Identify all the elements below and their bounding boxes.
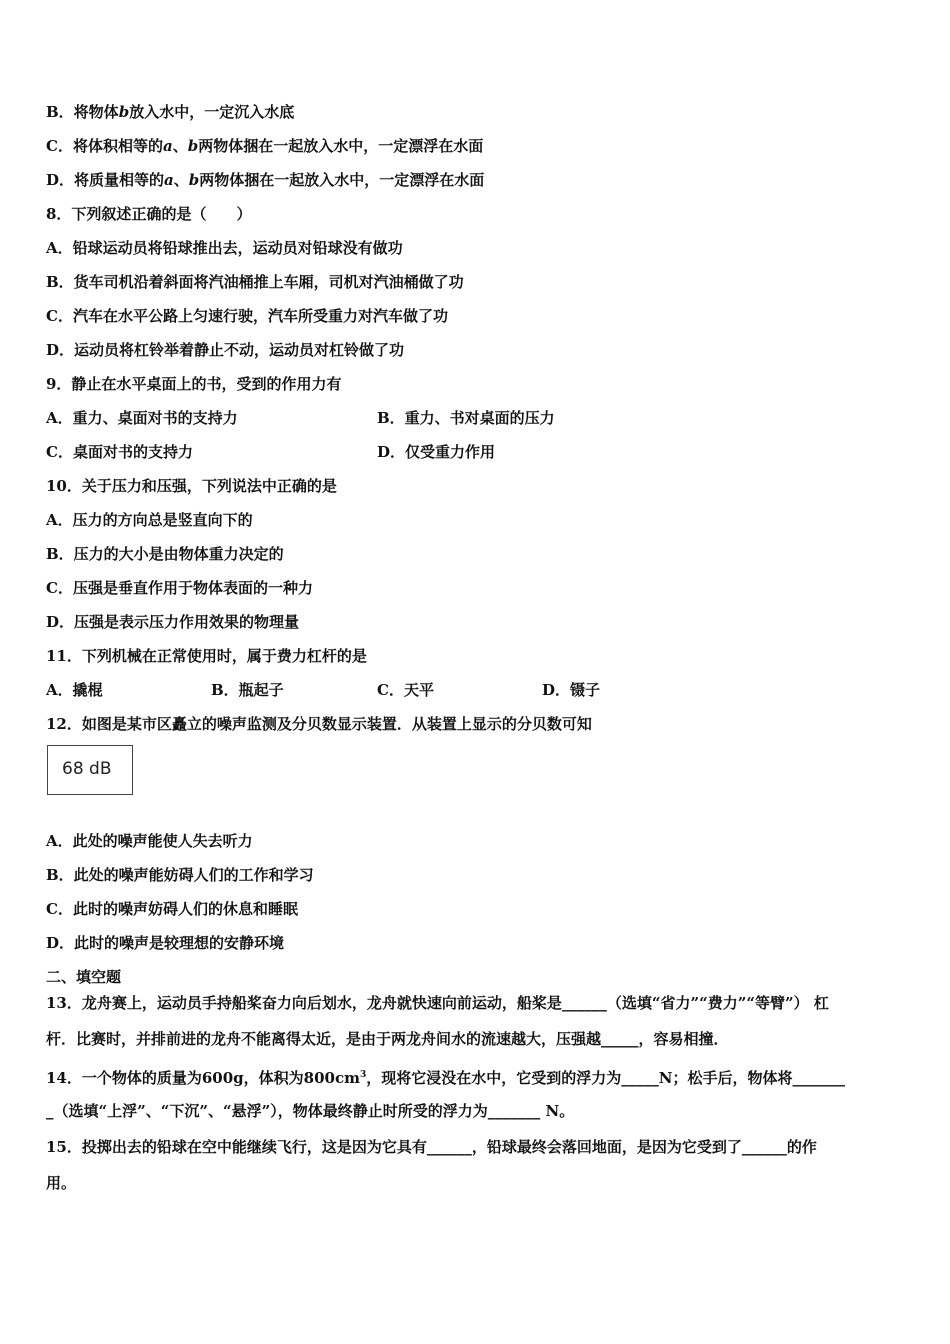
q12-option-b: B．此处的噪声能妨碍人们的工作和学习 [46,866,314,884]
q7-d-var-a: a [164,171,174,189]
q14-superscript: 3 [360,1070,367,1080]
q8-stem: 8．下列叙述正确的是（ ） [46,205,252,223]
q7-option-b [46,102,294,122]
q7-option-d-prefix: D．将质量相等的 [46,171,165,189]
q8-option-c: C．汽车在水平公路上匀速行驶，汽车所受重力对汽车做了功 [46,307,448,325]
q9-option-a: A．重力、桌面对书的支持力 [46,409,238,427]
q11-stem: 11．下列机械在正常使用时，属于费力杠杆的是 [46,647,367,665]
q14-line-1 [46,1065,902,1088]
q15-line-2: 用。 [46,1174,77,1192]
decibel-display [47,745,133,795]
q10-stem: 10．关于压力和压强，下列说法中正确的是 [46,477,337,495]
q7-option-b-text: 放入水中，一定沉入水底 [129,103,295,121]
q7-d-var-b: b [188,171,200,189]
q7-option-d [46,170,484,190]
q7-d-sep: 、 [173,171,189,189]
q13-line-1: 13．龙舟赛上，运动员手持船桨奋力向后划水，龙舟就快速向前运动，船桨是______（选填“省力”“费力”“等臂”） 杠 [46,994,829,1012]
q12-stem: 12．如图是某市区矗立的噪声监测及分贝数显示装置．从装置上显示的分贝数可知 [46,715,592,733]
q7-option-b-prefix: B．将物体 [46,103,119,121]
q15-line-1: 15．投掷出去的铅球在空中能继续飞行，这是因为它具有______，铅球最终会落回地面，是因为它受到了______的作 [46,1138,817,1156]
q11-option-a: A．撬棍 [46,681,103,699]
q8-option-d: D．运动员将杠铃举着静止不动，运动员对杠铃做了功 [46,341,405,359]
q10-option-b: B．压力的大小是由物体重力决定的 [46,545,284,563]
q7-c-sep: 、 [172,137,188,155]
q7-c-var-a: a [162,137,173,155]
q10-option-a: A．压力的方向总是竖直向下的 [46,511,253,529]
q11-option-b: B．瓶起子 [211,681,284,699]
q12-option-d: D．此时的噪声是较理想的安静环境 [46,934,285,952]
q14-line-2: _（选填“上浮”、“下沉”、“悬浮”），物体最终静止时所受的浮力为_______ N。 [46,1102,575,1120]
q10-option-d: D．压强是表示压力作用效果的物理量 [46,613,300,631]
q13-line-2: 杆．比赛时，并排前进的龙舟不能离得太近，是由于两龙舟间水的流速越大，压强越_____，容易相撞． [46,1030,729,1048]
q7-option-c [46,136,483,156]
q11-option-d: D．镊子 [542,681,601,699]
q8-option-b: B．货车司机沿着斜面将汽油桶推上车厢，司机对汽油桶做了功 [46,273,464,291]
q7-option-c-prefix: C．将体积相等的 [46,137,163,155]
q9-option-d: D．仅受重力作用 [377,443,496,461]
q7-option-d-text: 两物体捆在一起放入水中，一定漂浮在水面 [199,171,485,189]
q7-c-var-b: b [187,137,199,155]
q10-option-c: C．压强是垂直作用于物体表面的一种力 [46,579,313,597]
q14-line-1-text: 14．一个物体的质量为600g，体积为800cm [46,1069,360,1087]
q7-option-c-text: 两物体捆在一起放入水中，一定漂浮在水面 [198,137,484,155]
q11-option-c: C．天平 [377,681,434,699]
q8-option-a: A．铅球运动员将铅球推出去，运动员对铅球没有做功 [46,239,403,257]
q9-option-c: C．桌面对书的支持力 [46,443,193,461]
q14-line-1-rest: ，现将它浸没在水中，它受到的浮力为_____N；松手后，物体将_______ [366,1069,845,1087]
q9-stem: 9．静止在水平桌面上的书，受到的作用力有 [46,375,342,393]
q9-option-b: B．重力、书对桌面的压力 [377,409,555,427]
q7-var-b: b [118,103,130,121]
decibel-reading: 68 dB [62,759,112,779]
section-title: 二、填空题 [46,968,122,986]
q12-option-c: C．此时的噪声妨碍人们的休息和睡眠 [46,900,298,918]
q12-option-a: A．此处的噪声能使人失去听力 [46,832,253,850]
